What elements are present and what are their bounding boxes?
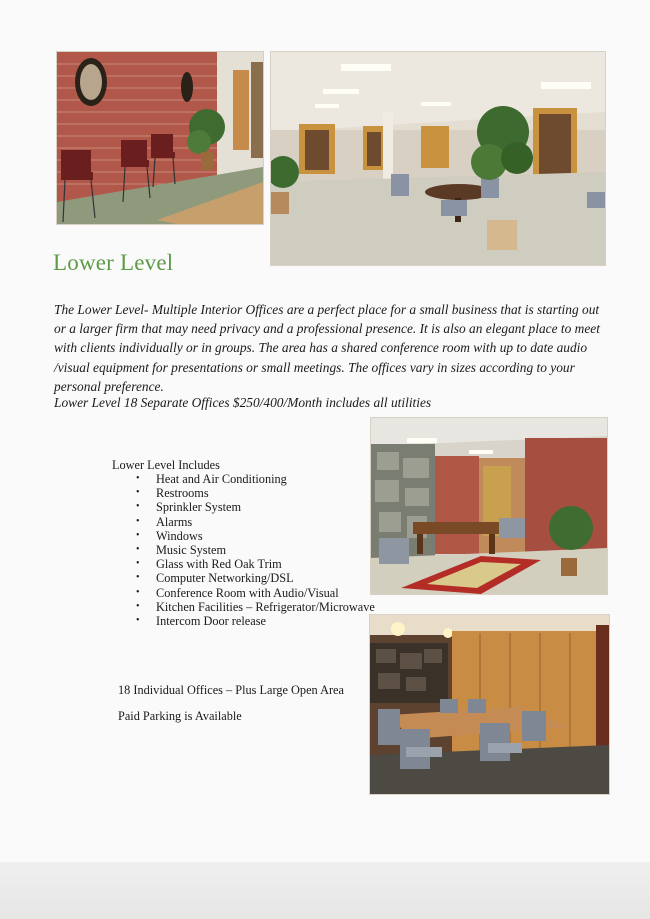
list-item [136, 614, 386, 628]
pricing-text: Lower Level 18 Separate Offices $250/400/Month includes all utilities [54, 395, 432, 410]
list-item [136, 500, 386, 514]
list-item [136, 571, 386, 585]
offices-note: 18 Individual Offices – Plus Large Open Area [118, 683, 344, 697]
list-item [136, 557, 386, 571]
bullet-icon: • [136, 615, 140, 627]
bullet-icon: • [136, 515, 140, 527]
page-bottom-edge [0, 862, 650, 919]
parking-note: Paid Parking is Available [118, 709, 242, 723]
list-item [136, 515, 386, 529]
bullet-icon: • [136, 487, 140, 499]
bullet-icon: • [136, 529, 140, 541]
bullet-icon: • [136, 586, 140, 598]
list-item [136, 543, 386, 557]
list-item-text: Kitchen Facilities – Refrigerator/Microwave [156, 599, 375, 614]
list-item [136, 529, 386, 543]
list-item [136, 486, 386, 500]
list-item-text: Intercom Door release [156, 614, 266, 629]
office-photo [370, 417, 608, 595]
bullet-icon: • [136, 572, 140, 584]
bullet-icon: • [136, 473, 140, 484]
list-item-text: Conference Room with Audio/Visual [156, 585, 339, 600]
list-item-text: Alarms [156, 514, 193, 529]
description-paragraph: The Lower Level- Multiple Interior Offices are a perfect place for a small business that is starting out or a larger firm that may need privacy and a professional presence. It is also an elegant place to meet with clients individually or in groups. The area has a shared conference room with up to date audio /visual equipment for presentations or small meetings. The offices vary in sizes according to your personal preference. [54, 302, 600, 394]
includes-list [136, 472, 386, 628]
open-area-photo [270, 51, 606, 266]
list-item-text: Heat and Air Conditioning [156, 472, 287, 486]
list-item-text: Music System [156, 543, 227, 558]
bullet-icon: • [136, 501, 140, 513]
bullet-icon: • [136, 558, 140, 570]
page-title: Lower Level [53, 250, 174, 275]
list-item [136, 472, 386, 486]
list-item [136, 586, 386, 600]
list-item-text: Windows [156, 528, 203, 543]
list-item-text: Glass with Red Oak Trim [156, 557, 282, 572]
conference-room-photo [369, 614, 610, 795]
includes-title: Lower Level Includes [112, 458, 220, 472]
list-item [136, 600, 386, 614]
bullet-icon: • [136, 600, 140, 612]
list-item-text: Computer Networking/DSL [156, 571, 294, 586]
list-item-text: Sprinkler System [156, 500, 242, 515]
list-item-text: Restrooms [156, 486, 209, 501]
hallway-photo [56, 51, 264, 225]
bullet-icon: • [136, 544, 140, 556]
